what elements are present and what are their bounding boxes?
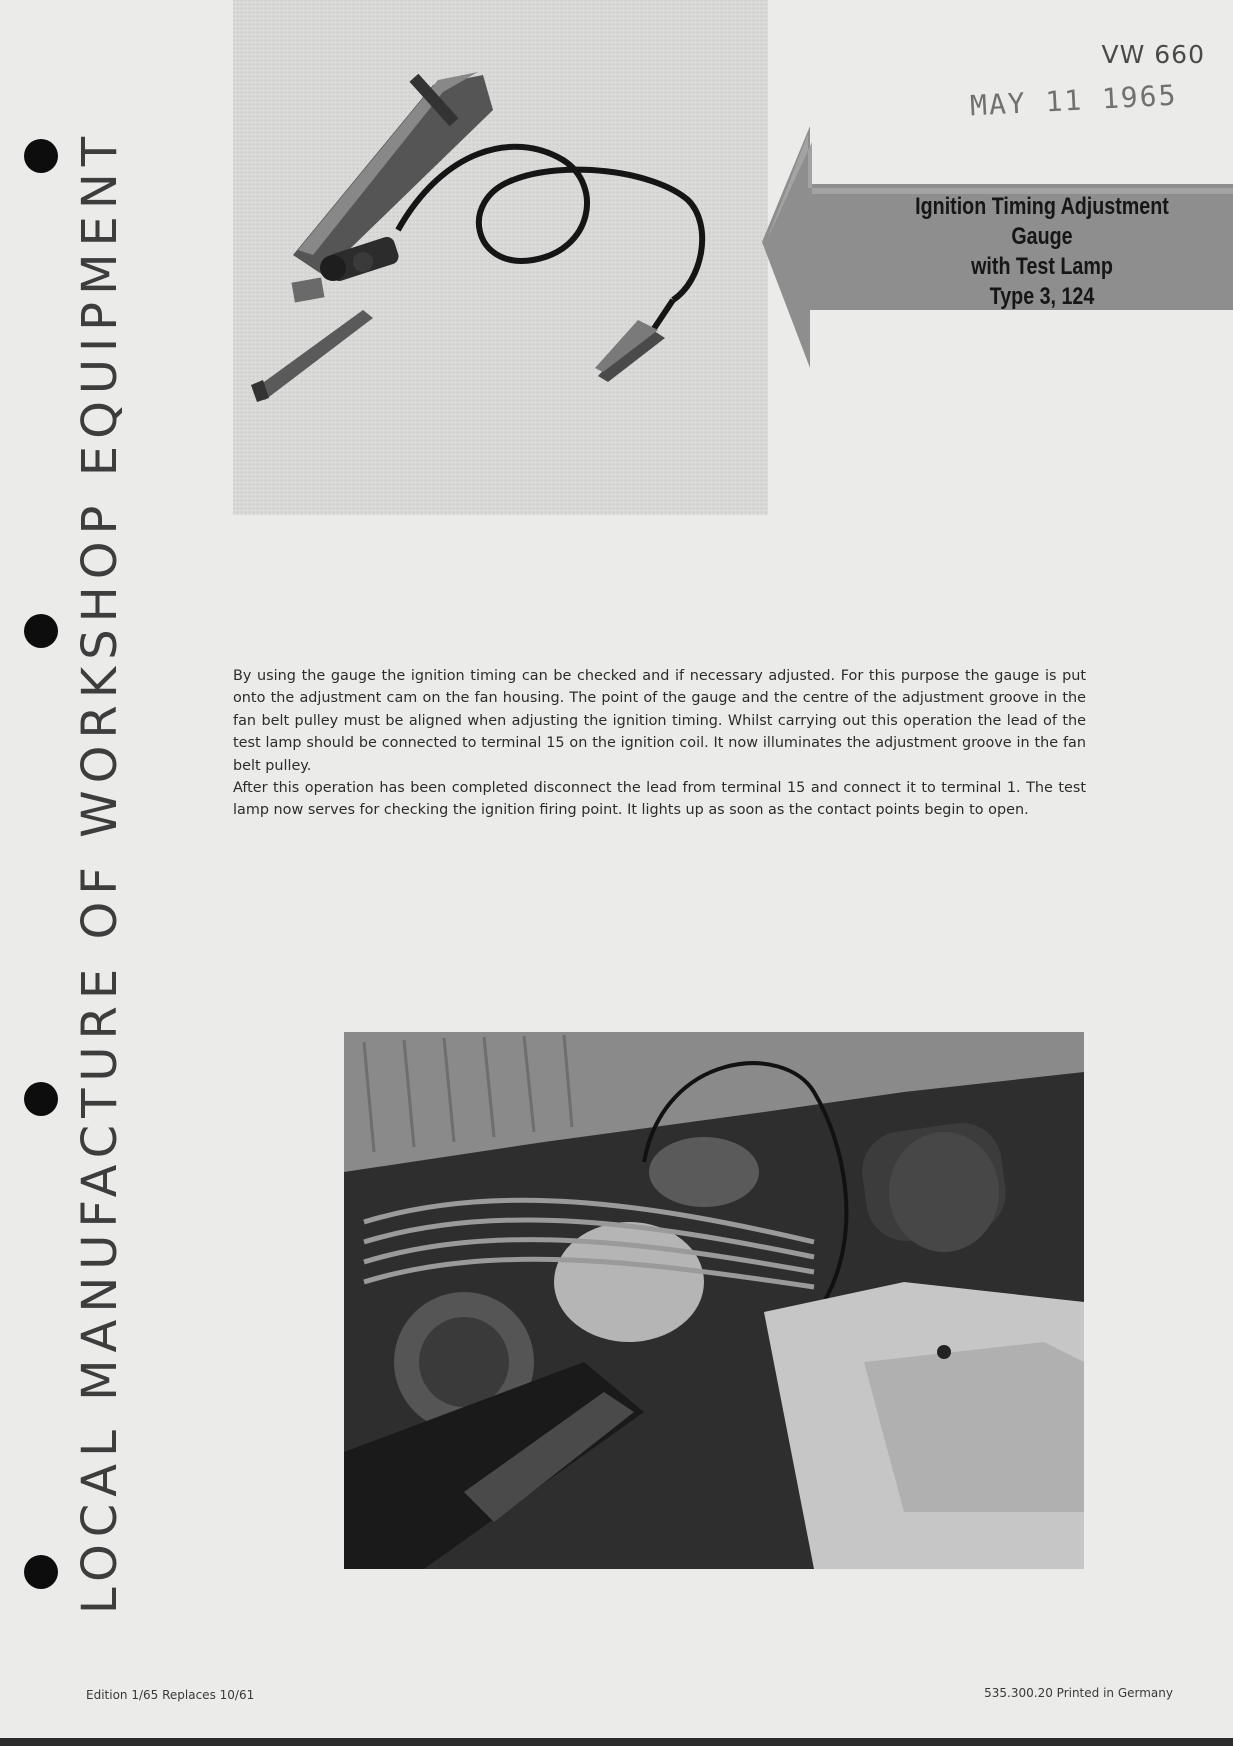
binder-hole: [24, 614, 58, 648]
page-bottom-edge: [0, 1738, 1233, 1746]
banner-title: [886, 192, 1198, 312]
banner-title-line2: with Test Lamp: [971, 253, 1113, 280]
binder-hole: [24, 139, 58, 173]
edition-note: Edition 1/65 Replaces 10/61: [86, 1688, 255, 1702]
document-number: VW 660: [1101, 40, 1205, 69]
instructions-paragraph-1: By using the gauge the ignition timing can be checked and if necessary adjusted. For this purpose the gauge is put onto the adjustment cam on the fan housing. The point of the gauge and the centre of the adjustment groove in the fan belt pulley must be aligned when adjusting the ignition timing. Whilst carrying out this operation the lead of the test lamp should be connected to terminal 15 on the ignition coil. It now illuminates the adjustment groove in the fan belt pulley.: [233, 668, 1086, 774]
binder-hole: [24, 1082, 58, 1116]
instructions-text: [233, 665, 1086, 822]
title-banner: [762, 122, 1233, 372]
side-title: LOCAL MANUFACTURE OF WORKSHOP EQUIPMENT: [72, 129, 128, 1615]
gauge-photo: [233, 0, 768, 515]
print-note: 535.300.20 Printed in Germany: [984, 1686, 1173, 1700]
banner-title-line3: Type 3, 124: [989, 283, 1095, 310]
engine-photo: [344, 1032, 1084, 1569]
date-stamp: MAY 11 1965: [969, 78, 1179, 123]
instructions-paragraph-2: After this operation has been completed disconnect the lead from terminal 15 and connect it to terminal 1. The test lamp now serves for checking the ignition firing point. It lights up as soon as the contact points begin to open.: [233, 780, 1086, 819]
banner-title-line1: Ignition Timing Adjustment Gauge: [915, 193, 1169, 250]
binder-hole: [24, 1555, 58, 1589]
